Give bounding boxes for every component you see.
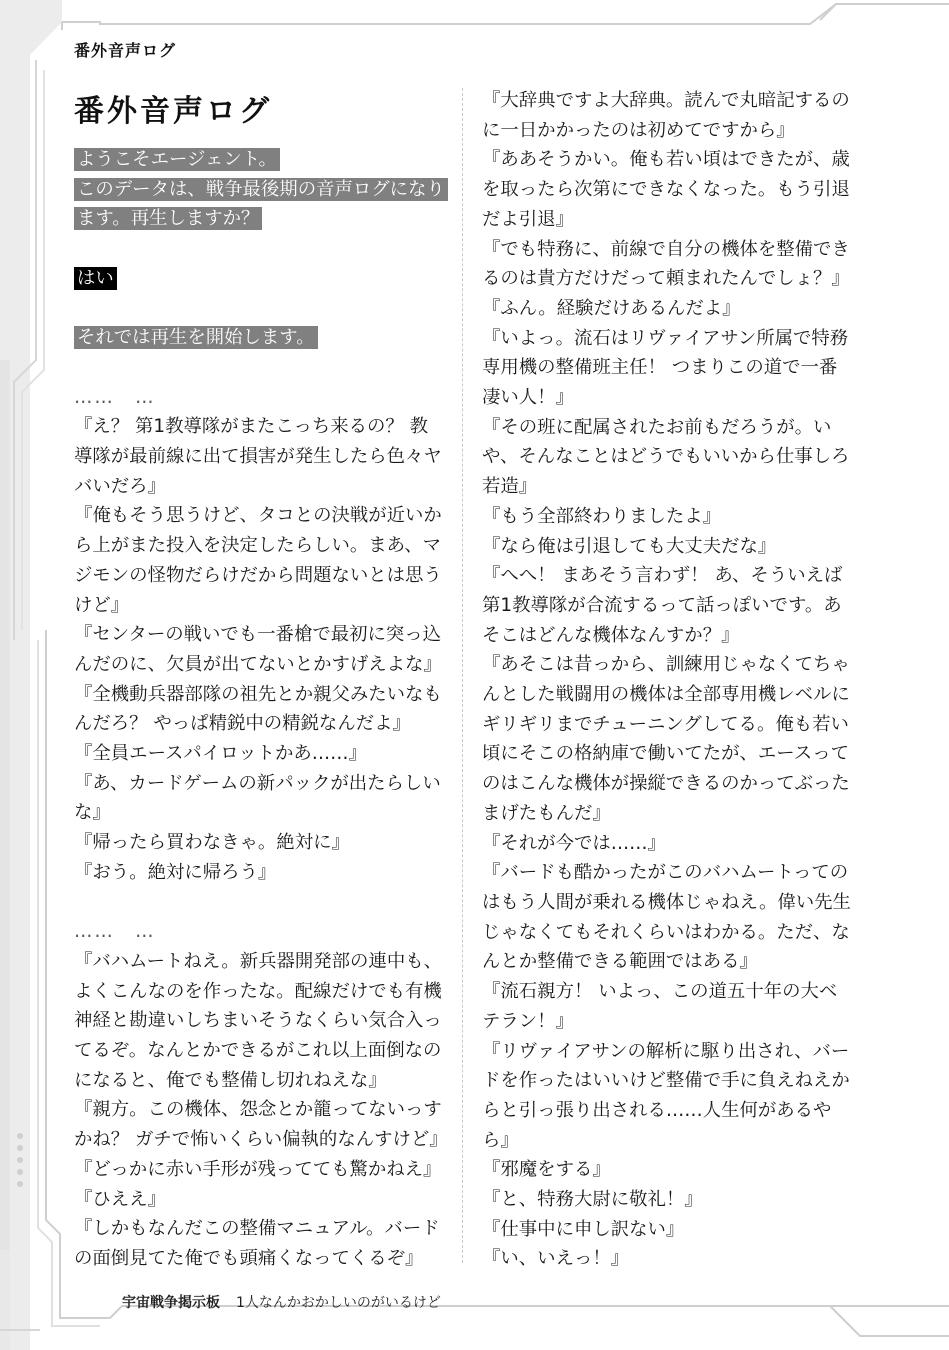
dialogue-line: 『いよっ。流石はリヴァイアサン所属で特務専用機の整備班主任！ つまりこの道で一番凄い人！』 [482, 327, 849, 409]
dialogue-block [74, 412, 446, 887]
dialogue-line: 『それが今では……』 [482, 832, 666, 854]
system-line: ようこそエージェント。 [74, 148, 280, 171]
dialogue-line: 『リヴァイアサンの解析に駆り出され、バードを作ったはいいけど整備で手に負えねえからと引っ張り出される……人生何があるやら』 [482, 1040, 850, 1151]
spacer [74, 234, 446, 264]
dialogue-line: 『流石親方！ いよっ、この道五十年の大ベテラン！』 [482, 981, 838, 1032]
running-head: 番外音声ログ [74, 41, 177, 60]
dialogue-line: 『大辞典ですよ大辞典。読んで丸暗記するのに一日かかったのは初めてですから』 [482, 90, 850, 141]
system-play-line: それでは再生を開始します。 [74, 326, 318, 349]
scene-break: …… … [74, 921, 156, 943]
spacer [74, 294, 446, 324]
dialogue-line: 『なら俺は引退しても大丈夫だな』 [482, 535, 777, 557]
dialogue-line: 『邪魔をする』 [482, 1159, 611, 1181]
dialogue-line: 『バードも酷かったがこのバハムートってのはもう人間が乗れる機体じゃねえ。偉い先生じゃなくてもそれくらいはわかる。ただ、なんとか整備できる範囲ではある』 [482, 862, 851, 973]
dialogue-line: 『どっかに赤い手形が残ってても驚かねえ』 [74, 1158, 442, 1180]
dialogue-line: 『俺もそう思うけど、タコとの決戦が近いから上がまた投入を決定したらしい。まあ、マジモンの怪物だらけだから問題ないとは思うけど』 [74, 505, 442, 616]
dialogue-line: 『もう全部終わりましたよ』 [482, 505, 722, 527]
dialogue-line: 『おう。絶対に帰ろう』 [74, 861, 277, 883]
dialogue-line: 『ひええ』 [74, 1188, 166, 1210]
system-message [74, 323, 446, 353]
column-divider [462, 88, 463, 1263]
scene-break: …… … [74, 386, 156, 408]
dialogue-line: 『い、いえっ！』 [482, 1248, 630, 1270]
choice-row [74, 264, 446, 294]
dialogue-line: 『帰ったら買わなきゃ。絶対に』 [74, 832, 350, 854]
spacer [74, 888, 446, 918]
spacer [74, 353, 446, 383]
dialogue-line: 『あ、カードゲームの新パックが出たらしいな』 [74, 772, 441, 824]
dialogue-line: 『ふん。経験だけあるんだよ』 [482, 297, 741, 319]
dialogue-line: 『え？ 第1教導隊がまたこっち来るの？ 教導隊が最前線に出て損害が発生したら色々ヤバいだろ』 [74, 416, 442, 497]
dialogue-block [482, 86, 854, 1274]
right-column [482, 86, 854, 1274]
dialogue-line: 『へへ！ まあそう言わず！ あ、そういえば第1教導隊が合流するって話っぽいです。あそこはどんな機体なんすか？』 [482, 565, 843, 646]
dialogue-line: 『仕事中に申し訳ない』 [482, 1218, 685, 1240]
dialogue-line: 『全員エースパイロットかあ……』 [74, 743, 367, 765]
system-line: このデータは、戦争最後期の音声ログになります。再生しますか？ [74, 178, 448, 231]
system-message [74, 145, 446, 175]
book-subtitle: 1人なんかおかしいのがいるけど [236, 1295, 441, 1311]
dialogue-line: 『親方。この機体、怨念とか籠ってないっすかね？ ガチで怖いくらい偏執的なんすけど』 [74, 1099, 448, 1151]
book-title: 宇宙戦争掲示板 [122, 1295, 220, 1311]
page-footer [122, 1292, 441, 1312]
dialogue-line: 『しかもなんだこの整備マニュアル。バードの面倒見てた俺でも頭痛くなってくるぞ』 [74, 1218, 440, 1269]
dialogue-line: 『と、特務大尉に敬礼！』 [482, 1189, 703, 1211]
yes-choice-button[interactable]: はい [74, 267, 117, 290]
dialogue-line: 『でも特務に、前線で自分の機体を整備できるのは貴方だけだって頼まれたんでしょ？』 [482, 238, 850, 290]
dialogue-block [74, 947, 446, 1274]
dialogue-line: 『全機動兵器部隊の祖先とか親父みたいなもんだろ？ やっぱ精鋭中の精鋭なんだよ』 [74, 683, 442, 735]
dialogue-line: 『センターの戦いでも一番槍で最初に突っ込んだのに、欠員が出てないとかすげえよな』 [74, 624, 442, 675]
left-column [74, 145, 446, 1274]
dialogue-line: 『バハムートねえ。新兵器開発部の連中も、よくこんなのを作ったな。配線だけでも有機神経と勘違いしちまいそうなくらい気合入ってるぞ。なんとかできるがこれ以上面倒なのになると、俺でも整備し切れねえな』 [74, 950, 442, 1091]
system-message [74, 175, 446, 234]
page-title: 番外音声ログ [74, 94, 272, 129]
dialogue-line: 『あそこは昔っから、訓練用じゃなくてちゃんとした戦闘用の機体は全部専用機レベルにギリギリまでチューニングしてる。俺も若い頃にそこの格納庫で働いてたが、エースってのはこんな機体が操縦できるのかってぶったまげたもんだ』 [482, 654, 850, 824]
dialogue-line: 『その班に配属されたお前もだろうが。いや、そんなことはどうでもいいから仕事しろ若造』 [482, 416, 850, 498]
dialogue-line: 『ああそうかい。俺も若い頃はできたが、歳を取ったら次第にできなくなった。もう引退だよ引退』 [482, 149, 850, 230]
